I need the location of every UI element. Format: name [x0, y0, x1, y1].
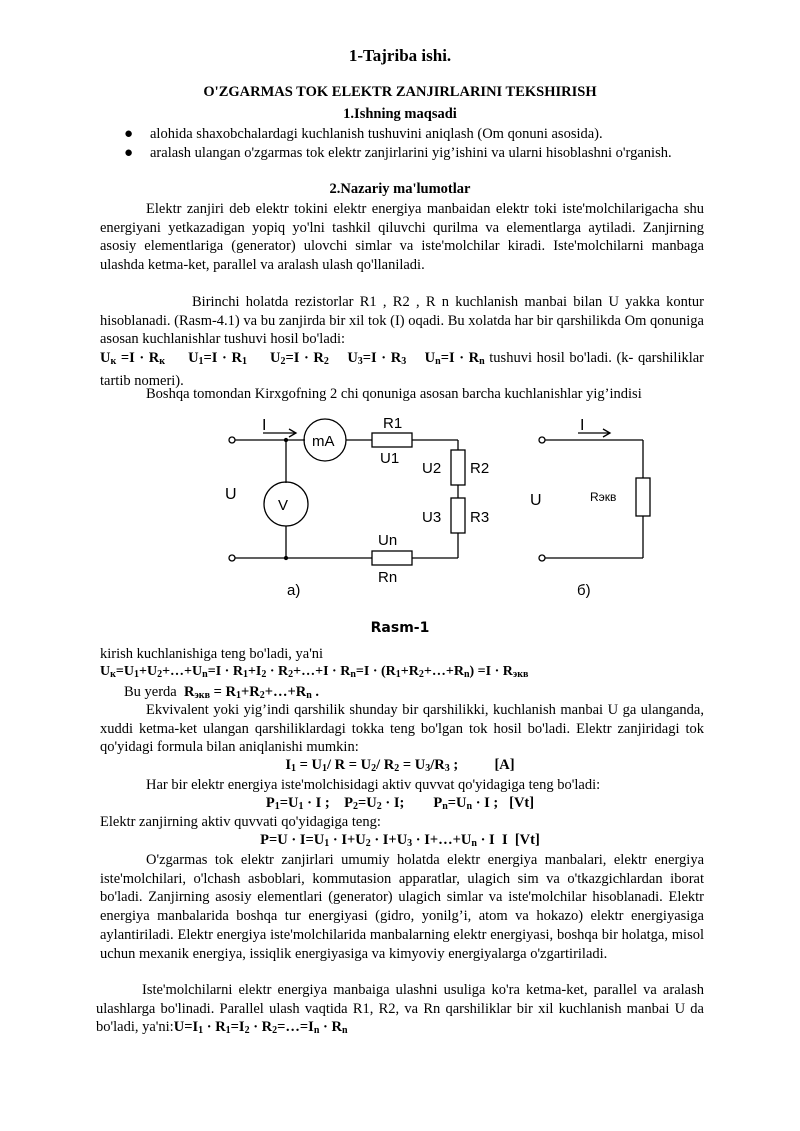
- bullet-icon: ●: [124, 145, 134, 161]
- input-voltage-label: U: [225, 486, 237, 503]
- formula-power-each: $P_1=U_1 \cdot I$ ; $P_2=U_2 \cdot I$; $P_n=U_n \cdot I$ ; [Vt]: [265, 795, 535, 812]
- list-item: ● alohida shaxobchalardagi kuchlanish tushuvini aniqlash (Om qonuni asosida).: [124, 126, 603, 142]
- current-label-right: I: [580, 417, 585, 434]
- figure-part-a-label: a): [287, 582, 301, 599]
- formula-kirchhoff: $U_к=U_1+U_2+\dots+U_n=I \cdot R_1+I_2$ · $R_2+\dots+I \cdot R_n=I$ · $(R_1+R_2+\dots+R_n) =I \cdot R_{экв}$: [100, 664, 529, 680]
- formula-equivalent: Bu yerda $R_{экв}$ = $R_1+R_2+\dots+R_n$ .: [124, 684, 319, 701]
- document-subtitle: O'ZGARMAS TOK ELEKTR ZANJIRLARINI TEKSHIRISH: [203, 84, 597, 100]
- resistor-r1-label: R1: [383, 415, 403, 432]
- input-voltage-label-right: U: [530, 492, 542, 509]
- resistor-rn-label: Rn: [378, 569, 398, 586]
- formula-voltage-drops: $U_к =I \cdot R_к$ $U_1=I \cdot R_1$ $U_2=I \cdot R_2$ $U_3=I \cdot R_3$ $U_n=I \cdot R_n$ tushuvi hosil bo'ladi. (k- qarshiliklar tartib nomeri).: [100, 350, 705, 389]
- paragraph: Birinchi holatda rezistorlar R1 , R2 , R n kuchlanish manbai bilan U yakka kontur hisoblanadi. (Rasm-4.1) va bu zanjirda bir xil tok (I) oqadi. Bu xolatda har bir qarshilikda Om qonuniga asosan kuchlanishlar tushuvi hosil bo'ladi:: [100, 294, 704, 348]
- voltage-u1-label: U1: [380, 450, 400, 467]
- milliammeter-label: mA: [312, 433, 335, 450]
- voltage-un-label: Un: [378, 532, 398, 549]
- list-item: ● aralash ulangan o'zgarmas tok elektr zanjirlarini yig’ishini va ularni hisoblashni o'rganish.: [124, 145, 672, 161]
- current-label: I: [262, 417, 267, 434]
- equivalent-resistor-label: Rэкв: [590, 490, 617, 504]
- page-title: 1-Tajriba ishi.: [348, 46, 452, 65]
- resistor-r3-label: R3: [470, 509, 490, 526]
- paragraph: Boshqa tomondan Kirxgofning 2 chi qonuniga asosan barcha kuchlanishlar yig’indisi: [146, 386, 642, 402]
- voltage-u2-label: U2: [422, 460, 442, 477]
- paragraph: Har bir elektr energiya iste'molchisidagi aktiv quvvat qo'yidagiga teng bo'ladi:: [146, 777, 601, 793]
- paragraph: kirish kuchlanishiga teng bo'ladi, ya'ni: [100, 646, 324, 662]
- paragraph: Iste'molchilarni elektr energiya manbaiga ulashni usuliga ko'ra ketma-ket, parallel va aralash ulashlarga bo'linadi. Parallel ulash vaqtida R1, R2, va Rn qarshiliklar bir xil kuchlanish manbai U da bo'ladi, $ya'ni:U=I_1 \cdot R_1=I_2$ · $R_2=\dots=I_n \cdot R_n$: [96, 982, 704, 1037]
- bullet-icon: ●: [124, 126, 134, 142]
- formula-power-total: $P=U \cdot I=U_1 \cdot I+U_2 \cdot I+U_3$ · $I+\dots+U_n \cdot I$ I [Vt]: [260, 832, 540, 849]
- formula-current: $I_1 = U_1/$ $R = U_2/$ $R_2 = U_3/R_3$ ; [A]: [285, 757, 515, 774]
- paragraph: Elektr zanjirning aktiv quvvati qo'yidagiga teng:: [100, 814, 381, 830]
- voltmeter-label: V: [278, 497, 289, 514]
- section-heading-goal: 1.Ishning maqsadi: [343, 106, 457, 122]
- figure-part-b-label: б): [577, 582, 591, 599]
- voltage-u3-label: U3: [422, 509, 442, 526]
- resistor-r2-label: R2: [470, 460, 490, 477]
- paragraph: Ekvivalent yoki yig’indi qarshilik shunday bir qarshilikki, kuchlanish manbai U ga ulanganda, xuddi ketma-ket ulangan qarshiliklardagi tokka teng bo'lgan tok hosil bo'ladi. Elektr zanjiridagi tok qo'yidagi formula bilan aniqlanishi mumkin:: [100, 702, 704, 756]
- paragraph: Elektr zanjiri deb elektr tokini elektr energiya manbaidan elektr toki iste'molchilarigacha shu energiyani yetkazadigan yopiq yo'lni tashkil qiluvchi qurilma va elementlarga aytiladi. Zanjirning asosiy elementlariga (generator) ulovchi simlar va iste'molchilar kiradi. Iste'molchilarni manbaga ulashda ketma-ket, parallel va aralash ulash qo'llaniladi.: [100, 201, 704, 274]
- circuit-figure: [0, 405, 800, 620]
- paragraph: O'zgarmas tok elektr zanjirlari umumiy holatda elektr energiya manbalari, elektr energiya iste'molchilari, o'lchash asboblari, kommutasion apparatlar, ulagich sim va o'tkazgichlardan iborat bo'ladi. Zanjirning asosiy elementlari (generator) ulagich simlar va iste'molchilar hisoblanadi. Elektr energiya manbalarida boshqa tur energiyasi (gidro, yonilg’i, atom va hokazo) elektr energiyasiga aylantiriladi. Elektr energiya iste'molchilarida manbalarning elektr energiyasi, boshqa bir holatga, misol uchun mexanik energiya, issiqlik energiyasiga va kimyoviy energiyalarga o'zgartiriladi.: [100, 852, 704, 962]
- section-heading-theory: 2.Nazariy ma'lumotlar: [329, 181, 471, 197]
- figure-caption: Rasm-1: [370, 620, 430, 636]
